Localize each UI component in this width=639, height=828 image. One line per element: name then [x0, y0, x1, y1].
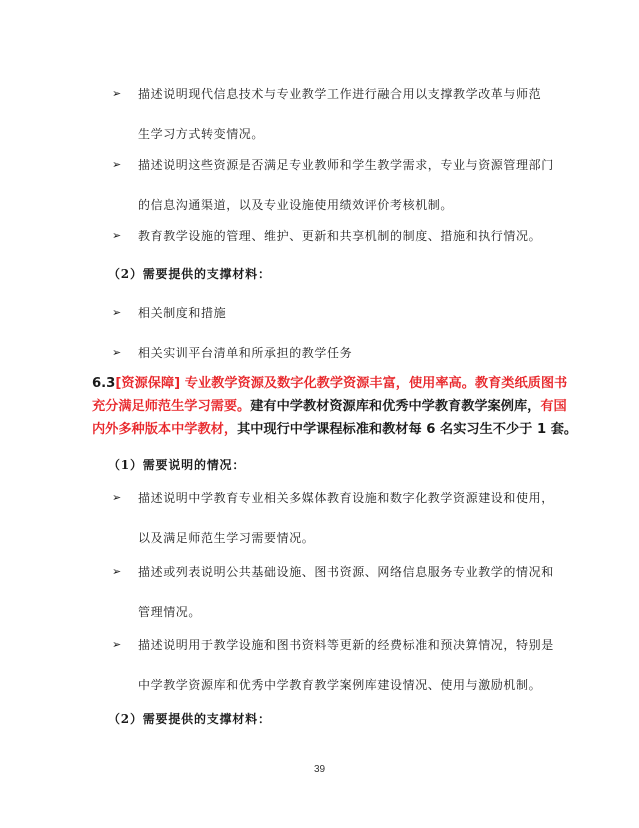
page-number: 39	[313, 764, 326, 775]
list-item	[112, 478, 552, 558]
standard-text: 建有中学教材资源库和优秀中学教育教学案例库，	[250, 399, 541, 414]
list-item	[112, 333, 552, 373]
list-item-line: 中学教学资源库和优秀中学教育教学案例库建设情况、使用与激励机制。	[138, 678, 542, 692]
standard-highlight: [资源保障] 专业教学资源及数字化教学资源丰富，使用率高。教育类纸质图书	[115, 376, 568, 391]
arrow-bullet-icon: ➢	[112, 346, 122, 359]
section-heading: （2）需要提供的支撑材料：	[108, 267, 271, 281]
arrow-bullet-icon: ➢	[112, 638, 122, 651]
section-heading: （1）需要说明的情况：	[108, 458, 246, 472]
list-item-line: 生学习方式转变情况。	[138, 127, 265, 141]
list-item-line: 的信息沟通渠道，以及专业设施使用绩效评价考核机制。	[138, 198, 454, 212]
arrow-bullet-icon: ➢	[112, 565, 122, 578]
arrow-bullet-icon: ➢	[112, 306, 122, 319]
list-item	[112, 552, 552, 632]
standard-highlight: 有国	[540, 399, 567, 414]
arrow-bullet-icon: ➢	[112, 491, 122, 504]
list-item	[112, 293, 552, 333]
standard-highlight: 内外多种版本中学教材，	[92, 422, 238, 437]
list-item-line: 描述说明中学教育专业相关多媒体教育设施和数字化教学资源建设和使用，	[138, 491, 554, 505]
list-item-line: 相关制度和措施	[138, 306, 227, 320]
list-item-line: 描述说明现代信息技术与专业教学工作进行融合用以支撑教学改革与师范	[138, 87, 542, 101]
standard-text: 其中现行中学课程标准和教材每 6 名实习生不少于 1 套。	[237, 422, 578, 437]
list-item	[112, 74, 552, 154]
arrow-bullet-icon: ➢	[112, 158, 122, 171]
list-item-line: 教育教学设施的管理、维护、更新和共享机制的制度、措施和执行情况。	[138, 229, 542, 243]
standard-number: 6.3	[92, 376, 116, 391]
list-item	[112, 216, 552, 256]
arrow-bullet-icon: ➢	[112, 87, 122, 100]
list-item-line: 以及满足师范生学习需要情况。	[138, 531, 315, 545]
list-item-line: 管理情况。	[138, 605, 202, 619]
standard-paragraph	[92, 372, 578, 441]
standard-highlight: 充分满足师范生学习需要。	[92, 399, 251, 414]
list-item-line: 描述或列表说明公共基础设施、图书资源、网络信息服务专业教学的情况和	[138, 565, 554, 579]
list-item-line: 描述说明这些资源是否满足专业教师和学生教学需求，专业与资源管理部门	[138, 158, 554, 172]
arrow-bullet-icon: ➢	[112, 229, 122, 242]
list-item	[112, 145, 552, 225]
list-item-line: 描述说明用于教学设施和图书资料等更新的经费标准和预决算情况，特别是	[138, 638, 554, 652]
list-item-line: 相关实训平台清单和所承担的教学任务	[138, 346, 353, 360]
section-heading: （2）需要提供的支撑材料：	[108, 712, 271, 726]
list-item	[112, 625, 552, 705]
